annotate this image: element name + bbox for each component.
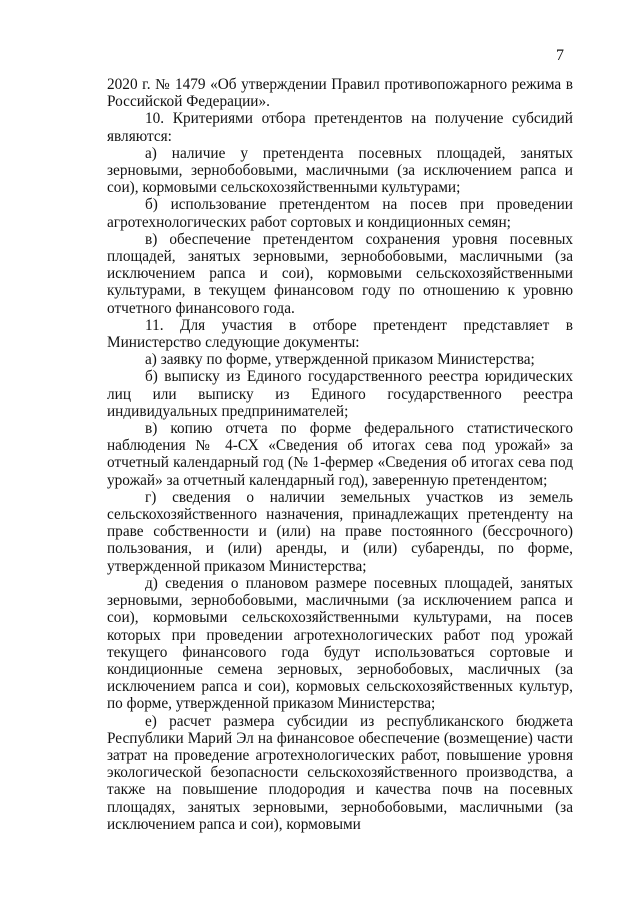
paragraph-11-d: д) сведения о плановом размере посевных площадей, занятых зерновыми, зернобобовыми, масличными (за исключением рапса и сои), кормовыми сельскохозяйственными культурами, на посев которых при проведении агротехнологических работ под урожай текущего финансового года будут использоваться сортовые и кондиционные семена зерновых, зернобобовых, масличных (за исключением рапса и сои), кормовых сельскохозяйственных культур, по форме, утвержденной приказом Министерства; [107, 574, 573, 713]
paragraph-11-g: г) сведения о наличии земельных участков из земель сельскохозяйственного назначения, принадлежащих претенденту на праве собственности и (или) на праве постоянного (бессрочного) пользования, и (или) аренды, и (или) субаренды, по форме, утвержденной приказом Министерства; [107, 488, 573, 575]
page-number: 7 [556, 47, 564, 64]
paragraph-10-v: в) обеспечение претендентом сохранения уровня посевных площадей, занятых зерновыми, зернобобовыми, масличными (за исключением рапса и сои), кормовыми сельскохозяйственными культурами, в текущем финансовом году по отношению к уровню отчетного финансового года. [107, 230, 573, 317]
paragraph-item-10: 10. Критериями отбора претендентов на получение субсидий являются: [107, 110, 573, 145]
paragraph-11-e: е) расчет размера субсидии из республиканского бюджета Республики Марий Эл на финансовое обеспечение (возмещение) части затрат на проведение агротехнологических работ, повышение уровня экологической безопасности сельскохозяйственного производства, а также на повышение плодородия и качества почв на посевных площадях, занятых зерновыми, зернобобовыми, масличными (за исключением рапса и сои), кормовыми [107, 712, 573, 833]
paragraph-11-v: в) копию отчета по форме федерального статистического наблюдения № 4-СХ «Сведения об итогах сева под урожай» за отчетный календарный год (№ 1-фермер «Сведения об итогах сева под урожай» за отчетный календарный год), заверенную претендентом; [107, 420, 573, 489]
document-body [107, 76, 573, 833]
paragraph-11-a: а) заявку по форме, утвержденной приказом Министерства; [145, 351, 535, 369]
paragraph-10-b: б) использование претендентом на посев при проведении агротехнологических работ сортовых и кондиционных семян; [107, 196, 573, 231]
paragraph-10-a: а) наличие у претендента посевных площадей, занятых зерновыми, зернобобовыми, масличными (за исключением рапса и сои), кормовыми сельскохозяйственными культурами; [107, 144, 573, 197]
paragraph-continuation: 2020 г. № 1479 «Об утверждении Правил противопожарного режима в Российской Федерации». [107, 76, 573, 111]
paragraph-item-11: 11. Для участия в отборе претендент представляет в Министерство следующие документы: [107, 316, 573, 352]
paragraph-11-b: б) выписку из Единого государственного реестра юридических лиц или выписку из Единого государственного реестра индивидуальных предпринимателей; [107, 368, 573, 420]
